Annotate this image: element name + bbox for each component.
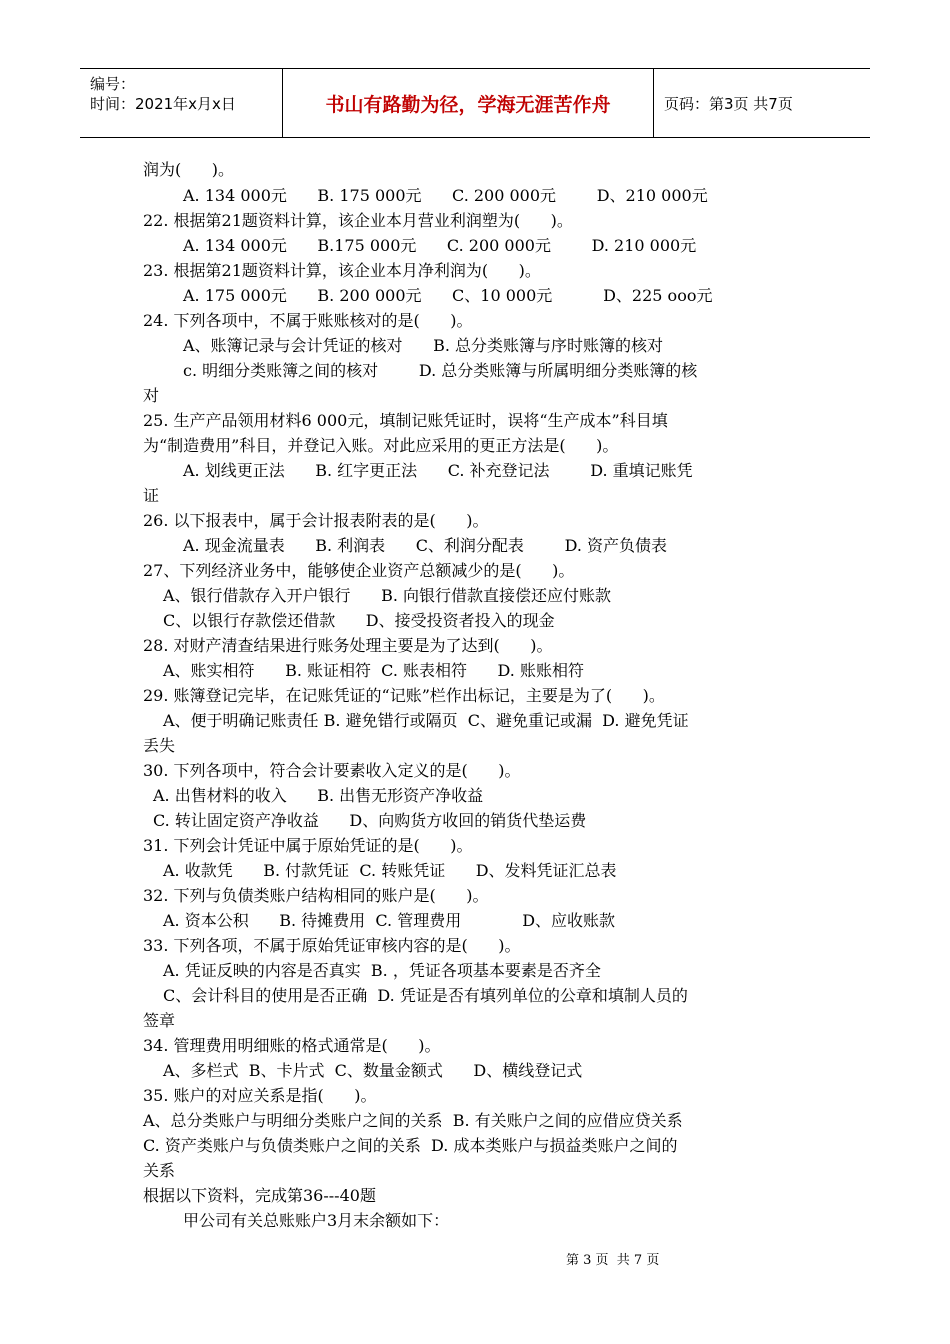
text-line: A、银行借款存入开户银行 B. 向银行借款直接偿还应付账款 xyxy=(163,586,612,605)
text-line: 33. 下列各项，不属于原始凭证审核内容的是( )。 xyxy=(143,936,521,955)
text-line: A、总分类账户与明细分类账户之间的关系 B. 有关账户之间的应借应贷关系 xyxy=(143,1111,683,1130)
text-line: 22. 根据第21题资料计算，该企业本月营业利润塑为( )。 xyxy=(143,211,573,230)
time-label: 时间：2021年x月x日 xyxy=(90,95,236,113)
text-line: 23. 根据第21题资料计算，该企业本月净利润为( )。 xyxy=(143,261,541,280)
text-line: 润为( )。 xyxy=(143,160,235,179)
text-line: 29. 账簿登记完毕，在记账凭证的“记账”栏作出标记，主要是为了( )。 xyxy=(143,686,665,705)
text-line: 28. 对财产清查结果进行账务处理主要是为了达到( )。 xyxy=(143,636,553,655)
text-line: A. 划线更正法 B. 红字更正法 C. 补充登记法 D. 重填记账凭 xyxy=(183,461,693,480)
text-line: 35. 账户的对应关系是指( )。 xyxy=(143,1086,377,1105)
page-footer: 第 3 页 共 7 页 xyxy=(566,1253,660,1268)
text-line: 25. 生产产品领用材料6 000元，填制记账凭证时，误将“生产成本”科目填 xyxy=(143,411,668,430)
text-line: 34. 管理费用明细账的格式通常是( )。 xyxy=(143,1036,441,1055)
text-line: c. 明细分类账簿之间的核对 D. 总分类账簿与所属明细分类账簿的核 xyxy=(183,361,698,380)
number-label: 编号： xyxy=(90,75,136,93)
text-line: A. 资本公积 B. 待摊费用 C. 管理费用 D、应收账款 xyxy=(163,911,616,930)
text-line: 30. 下列各项中，符合会计要素收入定义的是( )。 xyxy=(143,761,521,780)
text-line: 32. 下列与负债类账户结构相同的账户是( )。 xyxy=(143,886,489,905)
text-line: A. 175 000元 B. 200 000元 C、10 000元 D、225 ooo元 xyxy=(183,286,713,305)
text-line: A. 134 000元 B. 175 000元 C. 200 000元 D、210 000元 xyxy=(183,186,708,205)
text-line: A、账实相符 B. 账证相符 C. 账表相符 D. 账账相符 xyxy=(163,661,584,680)
header-motto: 书山有路勤为径，学海无涯苦作舟 xyxy=(283,69,654,137)
text-line: A、便于明确记账责任 B. 避免错行或隔页 C、避免重记或漏 D. 避免凭证 xyxy=(163,711,689,730)
text-line: 24. 下列各项中，不属于账账核对的是( )。 xyxy=(143,311,473,330)
page-label: 页码：第3页 共7页 xyxy=(664,94,793,113)
text-line: 签章 xyxy=(143,1011,176,1030)
text-line: A. 收款凭 B. 付款凭证 C. 转账凭证 D、发料凭证汇总表 xyxy=(163,861,617,880)
text-line: C. 资产类账户与负债类账户之间的关系 D. 成本类账户与损益类账户之间的 xyxy=(143,1136,678,1155)
text-line: 对 xyxy=(143,386,160,405)
text-line: C、以银行存款偿还借款 D、接受投资者投入的现金 xyxy=(163,611,555,630)
text-line: 证 xyxy=(143,486,160,505)
text-line: 26. 以下报表中，属于会计报表附表的是( )。 xyxy=(143,511,489,530)
text-line: 丢失 xyxy=(143,736,176,755)
text-line: A. 现金流量表 B. 利润表 C、利润分配表 D. 资产负债表 xyxy=(183,536,668,555)
text-line: 31. 下列会计凭证中属于原始凭证的是( )。 xyxy=(143,836,473,855)
text-line: 根据以下资料，完成第36---40题 xyxy=(143,1186,376,1205)
text-line: 27、下列经济业务中，能够使企业资产总额减少的是( )。 xyxy=(143,561,575,580)
text-line: 为“制造费用”科目，并登记入账。对此应采用的更正方法是( )。 xyxy=(143,436,619,455)
text-line: A. 出售材料的收入 B. 出售无形资产净收益 xyxy=(153,786,484,805)
text-line: A. 134 000元 B.175 000元 C. 200 000元 D. 210 000元 xyxy=(183,236,697,255)
text-line: 关系 xyxy=(143,1161,176,1180)
text-line: 甲公司有关总账账户3月末余额如下： xyxy=(183,1211,450,1230)
text-line: A. 凭证反映的内容是否真实 B. ，凭证各项基本要素是否齐全 xyxy=(163,961,601,980)
text-line: C. 转让固定资产净收益 D、向购货方收回的销货代垫运费 xyxy=(153,811,587,830)
text-line: C、会计科目的使用是否正确 D. 凭证是否有填列单位的公章和填制人员的 xyxy=(163,986,688,1005)
text-line: A、多栏式 B、卡片式 C、数量金额式 D、横线登记式 xyxy=(163,1061,583,1080)
text-line: A、账簿记录与会计凭证的核对 B. 总分类账簿与序时账簿的核对 xyxy=(183,336,664,355)
